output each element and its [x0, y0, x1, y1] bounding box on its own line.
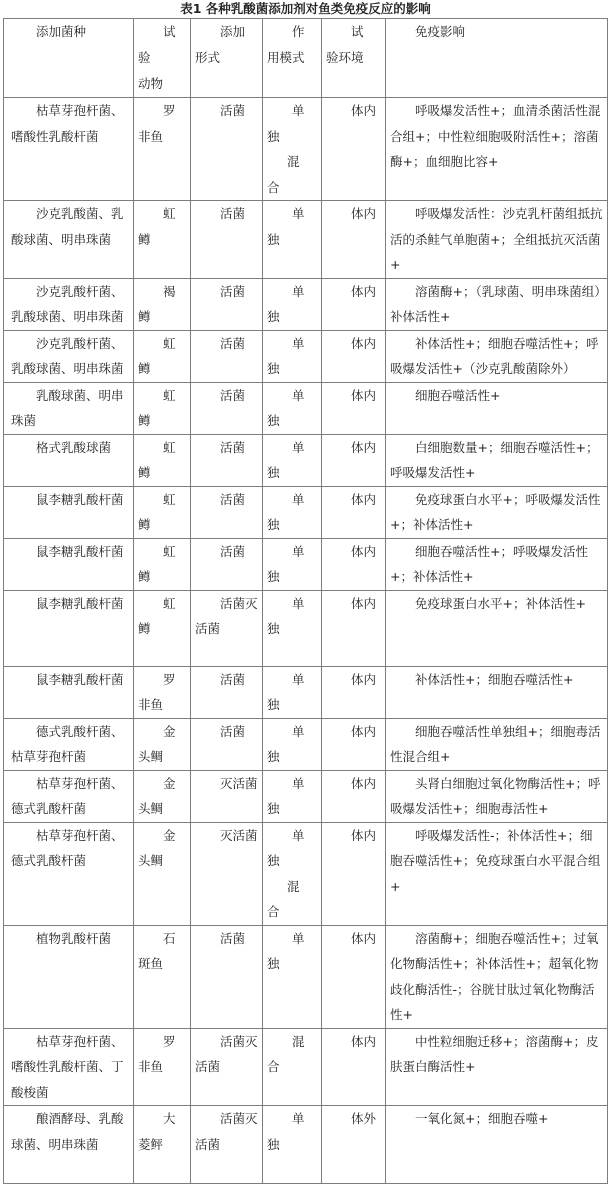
mode-char: 独 — [267, 517, 280, 532]
table-row — [4, 590, 608, 666]
immune-effects-table — [3, 18, 608, 1184]
cell-form: 活菌灭活菌 — [191, 1106, 263, 1184]
mode-char: 独 — [267, 231, 280, 247]
cell-animal: 罗非鱼 — [134, 666, 191, 718]
mode-char: 单 — [292, 283, 305, 299]
cell-mode — [263, 590, 322, 666]
cell-form: 活菌灭活菌 — [191, 1028, 263, 1106]
header-animal: 试验 动物 — [134, 19, 191, 98]
table-row — [4, 538, 608, 590]
cell-env: 体内 — [322, 538, 386, 590]
cell-mode — [263, 486, 322, 538]
cell-mode — [263, 718, 322, 770]
mode-char: 单 — [292, 103, 305, 118]
cell-animal: 虹鳟 — [134, 538, 191, 590]
cell-animal: 金头鲷 — [134, 718, 191, 770]
cell-env: 体内 — [322, 486, 386, 538]
cell-effect: 补体活性+；细胞吞噬活性+；呼吸爆发活性+（沙克乳酸菌除外） — [386, 330, 608, 382]
cell-form: 灭活菌 — [191, 822, 263, 925]
cell-mode — [263, 770, 322, 822]
header-form: 添加 形式 — [191, 19, 263, 98]
mode-char: 独 — [267, 853, 280, 868]
mode-char: 单 — [292, 595, 305, 611]
mode-char: 合 — [267, 1059, 280, 1074]
cell-mode — [263, 1106, 322, 1184]
cell-mode — [263, 382, 322, 434]
cell-strain: 枯草芽孢杆菌、嗜酸性乳酸杆菌、丁酸梭菌 — [4, 1028, 134, 1106]
cell-effect: 溶菌酶+；细胞吞噬活性+；过氧化物酶活性+；补体活性+；超氧化物歧化酶活性-；谷胱甘肽过氧化物酶活性+ — [386, 925, 608, 1028]
mode-char: 独 — [267, 801, 280, 816]
mode-char: 独 — [267, 413, 280, 428]
mode-char: 单 — [292, 387, 305, 403]
cell-strain: 鼠李糖乳酸杆菌 — [4, 666, 134, 718]
cell-env: 体内 — [322, 666, 386, 718]
mode-char: 单 — [292, 543, 305, 559]
cell-animal: 虹鳟 — [134, 486, 191, 538]
cell-form: 活菌 — [191, 718, 263, 770]
mode-char: 单 — [292, 930, 305, 946]
table-body — [4, 98, 608, 1184]
cell-animal: 虹鳟 — [134, 434, 191, 486]
cell-form: 活菌 — [191, 330, 263, 382]
cell-env: 体内 — [322, 822, 386, 925]
table-row — [4, 1106, 608, 1184]
cell-animal: 虹鳟 — [134, 590, 191, 666]
header-mode: 作 用模式 — [263, 19, 322, 98]
cell-effect: 白细胞数量+；细胞吞噬活性+；呼吸爆发活性+ — [386, 434, 608, 486]
cell-form: 活菌 — [191, 382, 263, 434]
cell-strain: 枯草芽孢杆菌、德式乳酸杆菌 — [4, 822, 134, 925]
cell-form: 活菌 — [191, 925, 263, 1028]
table-row — [4, 770, 608, 822]
cell-strain: 枯草芽孢杆菌、德式乳酸杆菌 — [4, 770, 134, 822]
mode-char: 独 — [267, 309, 280, 324]
cell-mode — [263, 538, 322, 590]
cell-animal: 金头鲷 — [134, 770, 191, 822]
table-row — [4, 382, 608, 434]
mode-char: 独 — [267, 621, 280, 636]
header-env: 试 验环境 — [322, 19, 386, 98]
cell-effect: 呼吸爆发活性：沙克乳杆菌组抵抗活的杀鲑气单胞菌+；全组抵抗灭活菌+ — [386, 201, 608, 279]
mode-char: 单 — [292, 775, 305, 791]
cell-env: 体内 — [322, 770, 386, 822]
cell-env: 体内 — [322, 201, 386, 279]
table-row — [4, 718, 608, 770]
cell-strain: 鼠李糖乳酸杆菌 — [4, 590, 134, 666]
mode-char: 单 — [292, 206, 305, 221]
mode-char: 单 — [292, 491, 305, 507]
cell-strain: 德式乳酸杆菌、枯草芽孢杆菌 — [4, 718, 134, 770]
cell-effect: 细胞吞噬活性+ — [386, 382, 608, 434]
cell-env: 体内 — [322, 98, 386, 201]
cell-mode — [263, 1028, 322, 1106]
table-row — [4, 201, 608, 279]
mode-char: 混 — [292, 1033, 305, 1049]
mode-char: 单 — [292, 827, 305, 843]
table-row — [4, 925, 608, 1028]
cell-mode — [263, 666, 322, 718]
cell-env: 体内 — [322, 278, 386, 330]
table-caption: 表1 各种乳酸菌添加剂对鱼类免疫反应的影响 — [180, 1, 431, 16]
table-row — [4, 330, 608, 382]
cell-env: 体内 — [322, 590, 386, 666]
cell-mode — [263, 434, 322, 486]
cell-strain: 沙克乳酸菌、乳酸球菌、明串珠菌 — [4, 201, 134, 279]
mode-char: 单 — [292, 671, 305, 687]
cell-mode — [263, 822, 322, 925]
mode-char: 合 — [267, 904, 280, 919]
mode-char: 单 — [292, 335, 305, 351]
cell-animal: 虹鳟 — [134, 201, 191, 279]
header-row — [4, 19, 608, 98]
mode-char: 混 — [287, 154, 300, 169]
cell-effect: 溶菌酶+；（乳球菌、明串珠菌组）补体活性+ — [386, 278, 608, 330]
cell-effect: 头肾白细胞过氧化物酶活性+；呼吸爆发活性+；细胞毒活性+ — [386, 770, 608, 822]
cell-animal: 罗非鱼 — [134, 1028, 191, 1106]
cell-animal: 大菱鲆 — [134, 1106, 191, 1184]
mode-char: 独 — [267, 569, 280, 584]
cell-animal: 金头鲷 — [134, 822, 191, 925]
cell-form: 活菌 — [191, 666, 263, 718]
cell-strain: 酿酒酵母、乳酸球菌、明串珠菌 — [4, 1106, 134, 1184]
mode-char: 独 — [267, 361, 280, 376]
mode-char: 单 — [292, 1111, 305, 1126]
mode-char: 独 — [267, 749, 280, 764]
mode-char: 混 — [287, 878, 300, 894]
cell-form: 灭活菌 — [191, 770, 263, 822]
cell-strain: 沙克乳酸杆菌、乳酸球菌、明串珠菌 — [4, 278, 134, 330]
table-row — [4, 486, 608, 538]
cell-form: 活菌 — [191, 538, 263, 590]
cell-mode — [263, 201, 322, 279]
mode-char: 独 — [267, 1136, 280, 1152]
cell-env: 体内 — [322, 925, 386, 1028]
header-effect: 免疫影响 — [386, 19, 608, 98]
cell-form: 活菌 — [191, 98, 263, 201]
cell-strain: 沙克乳酸杆菌、乳酸球菌、明串珠菌 — [4, 330, 134, 382]
cell-strain: 鼠李糖乳酸杆菌 — [4, 538, 134, 590]
cell-form: 活菌 — [191, 278, 263, 330]
cell-effect: 补体活性+；细胞吞噬活性+ — [386, 666, 608, 718]
cell-effect: 免疫球蛋白水平+；呼吸爆发活性+；补体活性+ — [386, 486, 608, 538]
cell-env: 体内 — [322, 382, 386, 434]
cell-effect: 免疫球蛋白水平+；补体活性+ — [386, 590, 608, 666]
cell-form: 活菌 — [191, 201, 263, 279]
header-strain: 添加菌种 — [4, 19, 134, 98]
mode-char: 合 — [267, 179, 280, 195]
cell-animal: 虹鳟 — [134, 382, 191, 434]
cell-animal: 罗非鱼 — [134, 98, 191, 201]
cell-animal: 石斑鱼 — [134, 925, 191, 1028]
table-row — [4, 278, 608, 330]
cell-env: 体内 — [322, 718, 386, 770]
cell-animal: 虹鳟 — [134, 330, 191, 382]
cell-effect: 呼吸爆发活性-；补体活性+；细胞吞噬活性+；免疫球蛋白水平混合组+ — [386, 822, 608, 925]
table-row — [4, 1028, 608, 1106]
cell-strain: 鼠李糖乳酸杆菌 — [4, 486, 134, 538]
table-row — [4, 434, 608, 486]
table-row — [4, 822, 608, 925]
table-row — [4, 98, 608, 201]
mode-char: 单 — [292, 439, 305, 455]
cell-mode — [263, 925, 322, 1028]
cell-strain: 乳酸球菌、明串珠菌 — [4, 382, 134, 434]
cell-effect: 一氧化氮+；细胞吞噬+ — [386, 1106, 608, 1184]
cell-mode — [263, 98, 322, 201]
cell-mode — [263, 278, 322, 330]
cell-animal: 褐鳟 — [134, 278, 191, 330]
cell-form: 活菌 — [191, 434, 263, 486]
cell-env: 体内 — [322, 330, 386, 382]
cell-effect: 细胞吞噬活性+；呼吸爆发活性+；补体活性+ — [386, 538, 608, 590]
cell-strain: 植物乳酸杆菌 — [4, 925, 134, 1028]
mode-char: 独 — [267, 465, 280, 480]
cell-strain: 枯草芽孢杆菌、嗜酸性乳酸杆菌 — [4, 98, 134, 201]
mode-char: 独 — [267, 128, 280, 144]
cell-env: 体外 — [322, 1106, 386, 1184]
cell-env: 体内 — [322, 434, 386, 486]
cell-form: 活菌灭活菌 — [191, 590, 263, 666]
cell-form: 活菌 — [191, 486, 263, 538]
cell-effect: 呼吸爆发活性+；血清杀菌活性混合组+；中性粒细胞吸附活性+；溶菌酶+；血细胞比容+ — [386, 98, 608, 201]
cell-mode — [263, 330, 322, 382]
cell-strain: 格式乳酸球菌 — [4, 434, 134, 486]
cell-effect: 细胞吞噬活性单独组+；细胞毒活性混合组+ — [386, 718, 608, 770]
mode-char: 独 — [267, 697, 280, 712]
table-row — [4, 666, 608, 718]
cell-env: 体内 — [322, 1028, 386, 1106]
mode-char: 单 — [292, 723, 305, 739]
cell-effect: 中性粒细胞迁移+；溶菌酶+；皮肤蛋白酶活性+ — [386, 1028, 608, 1106]
mode-char: 独 — [267, 956, 280, 971]
